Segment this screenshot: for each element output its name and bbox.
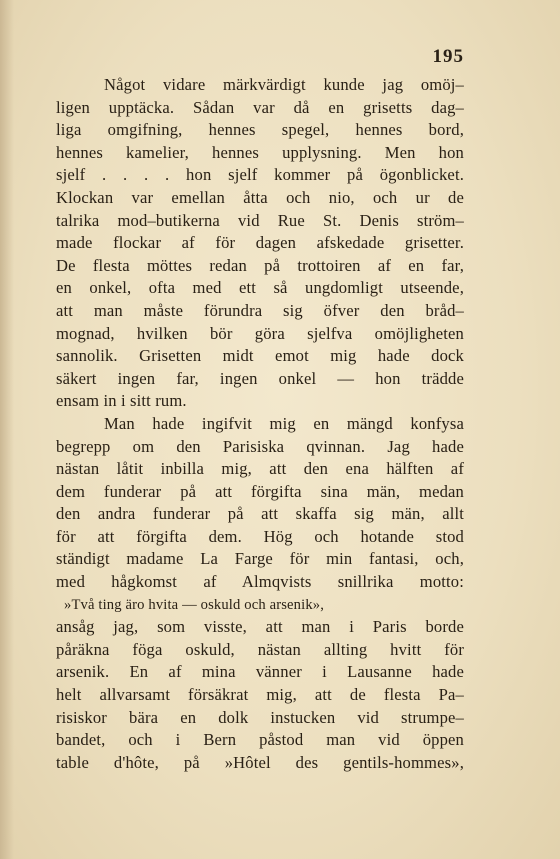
text-line: »Två ting äro hvita — oskuld och arsenik»,: [64, 596, 325, 613]
text-line: Något vidare märkvärdigt kunde jag omöj–: [104, 75, 464, 94]
text-line: nästan låtit inbilla mig, att den ena hälften af: [56, 459, 464, 479]
text-line: liga omgifning, hennes spegel, hennes bord,: [56, 120, 464, 140]
text-line: bandet, och i Bern påstod man vid öppen: [56, 730, 464, 750]
text-line: ständigt madame La Farge för min fantasi, och,: [56, 549, 464, 569]
text-line: för att förgifta dem. Hög och hotande stod: [56, 526, 464, 546]
text-line: påräkna föga oskuld, nästan allting hvitt för: [56, 639, 464, 659]
text-line: en onkel, ofta med ett så ungdomligt utseende,: [56, 278, 464, 298]
text-line: Klockan var emellan åtta och nio, och ur de: [56, 187, 464, 207]
body-text: [56, 74, 464, 774]
text-line: arsenik. En af mina vänner i Lausanne hade: [56, 662, 464, 682]
text-line: den andra funderar på att skaffa sig män, allt: [56, 504, 464, 524]
text-line: att man måste förundra sig öfver den bråd–: [56, 300, 464, 320]
text-line: Man hade ingifvit mig en mängd konfysa: [104, 413, 464, 433]
text-line: mognad, hvilken bör göra sjelfva omöjligheten: [56, 323, 464, 343]
text-line: hennes kamelier, hennes upplysning. Men hon: [56, 142, 464, 162]
text-line: ligen upptäcka. Sådan var då en grisetts dag–: [56, 97, 464, 117]
text-line: med hågkomst af Almqvists snillrika motto:: [56, 572, 464, 592]
text-line: begrepp om den Parisiska qvinnan. Jag hade: [56, 436, 464, 456]
text-line: sjelf . . . . hon sjelf kommer på ögonblicket.: [56, 165, 464, 185]
text-line: De flesta möttes redan på trottoiren af en far,: [56, 255, 464, 275]
text-line: ensam in i sitt rum.: [56, 391, 187, 411]
page-gutter-shadow: [0, 0, 14, 859]
text-line: helt allvarsamt försäkrat mig, att de flesta Pa–: [56, 685, 464, 705]
text-line: risiskor bära en dolk instucken vid strumpe–: [56, 707, 464, 727]
page-number: 195: [432, 46, 464, 67]
text-line: table d'hôte, på »Hôtel des gentils-hommes»,: [56, 752, 464, 772]
text-line: sannolik. Grisetten midt emot mig hade dock: [56, 346, 464, 366]
text-line: säkert ingen far, ingen onkel — hon trädde: [56, 368, 464, 388]
text-line: made flockar af för dagen afskedade grisetter.: [56, 233, 464, 253]
text-line: ansåg jag, som visste, att man i Paris borde: [56, 617, 464, 637]
text-line: talrika mod–butikerna vid Rue St. Denis ström–: [56, 210, 464, 230]
text-line: dem funderar på att förgifta sina män, medan: [56, 481, 464, 501]
